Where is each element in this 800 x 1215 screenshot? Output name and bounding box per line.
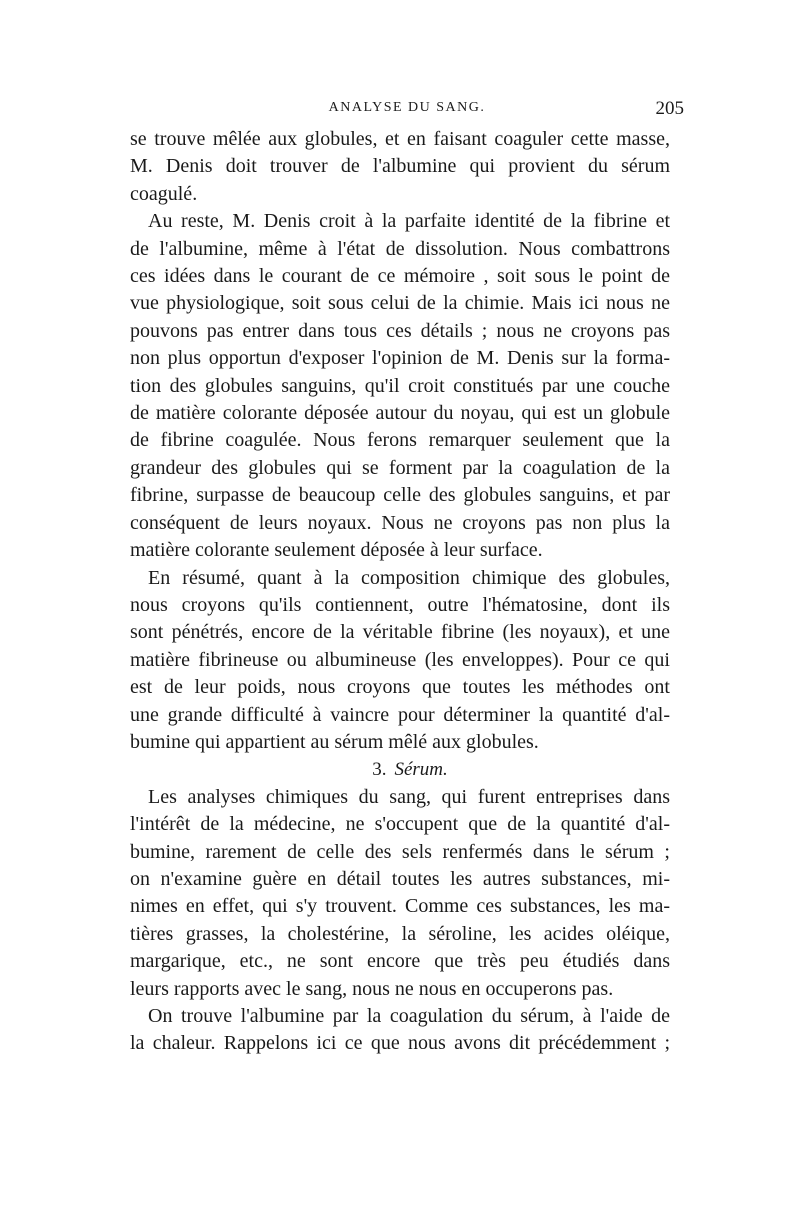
text-line: pouvons pas entrer dans tous ces détails ; nous ne croyons pas — [130, 319, 670, 342]
paragraph — [130, 126, 670, 208]
text-line: matière colorante seulement déposée à leur surface. — [130, 539, 543, 562]
body-text — [130, 126, 670, 1058]
text-line: de l'albumine, même à l'état de dissolution. Nous combattrons — [130, 237, 670, 260]
section-heading — [130, 756, 670, 783]
text-line: vue physiologique, soit sous celui de la chimie. Mais ici nous ne — [130, 292, 670, 315]
text-line: fibrine, surpasse de beaucoup celle des globules sanguins, et par — [130, 484, 670, 507]
text-line: on n'examine guère en détail toutes les autres substances, mi- — [130, 867, 670, 890]
text-line: une grande difficulté à vaincre pour déterminer la quantité d'al- — [130, 703, 670, 726]
paragraph — [130, 1003, 670, 1058]
text-line: nimes en effet, qui s'y trouvent. Comme ces substances, les ma- — [130, 895, 670, 918]
text-line: est de leur poids, nous croyons que toutes les méthodes ont — [130, 676, 670, 699]
text-line: M. Denis doit trouver de l'albumine qui provient du sérum — [130, 155, 670, 178]
page-header — [130, 98, 684, 122]
text-line: sont pénétrés, encore de la véritable fibrine (les noyaux), et une — [130, 621, 670, 644]
page-number: 205 — [655, 98, 684, 119]
text-line: conséquent de leurs noyaux. Nous ne croyons pas non plus la — [130, 511, 670, 534]
text-line: Les analyses chimiques du sang, qui furent entreprises dans — [148, 785, 670, 808]
running-title: ANALYSE DU SANG. — [328, 100, 486, 115]
text-line: tion des globules sanguins, qu'il croit constitués par une couche — [130, 374, 670, 397]
section-title: Sérum. — [394, 759, 448, 781]
text-line: tières grasses, la cholestérine, la séroline, les acides oléique, — [130, 922, 670, 945]
text-line: margarique, etc., ne sont encore que très peu étudiés dans — [130, 950, 670, 973]
text-line: leurs rapports avec le sang, nous ne nous en occuperons pas. — [130, 977, 614, 1000]
text-line: non plus opportun d'exposer l'opinion de M. Denis sur la forma- — [130, 347, 670, 370]
text-line: coagulé. — [130, 182, 198, 205]
text-line: Au reste, M. Denis croit à la parfaite identité de la fibrine et — [148, 210, 670, 233]
paragraph — [130, 565, 670, 757]
text-line: se trouve mêlée aux globules, et en faisant coaguler cette masse, — [130, 128, 670, 150]
text-line: En résumé, quant à la composition chimique des globules, — [148, 566, 670, 589]
text-line: nous croyons qu'ils contiennent, outre l'hématosine, dont ils — [130, 593, 670, 616]
paragraph — [130, 208, 670, 564]
paragraph — [130, 784, 670, 1003]
section-number: 3. — [372, 759, 387, 781]
text-line: On trouve l'albumine par la coagulation du sérum, à l'aide de — [148, 1005, 670, 1027]
text-line: matière fibrineuse ou albumineuse (les enveloppes). Pour ce qui — [130, 648, 670, 671]
text-line: l'intérêt de la médecine, ne s'occupent que de la quantité d'al- — [130, 813, 670, 836]
text-line: la chaleur. Rappelons ici ce que nous avons dit précédemment ; — [130, 1032, 670, 1055]
text-line: ces idées dans le courant de ce mémoire , soit sous le point de — [130, 265, 670, 288]
text-line: de fibrine coagulée. Nous ferons remarquer seulement que la — [130, 429, 670, 452]
text-line: de matière colorante déposée autour du noyau, qui est un globule — [130, 402, 670, 425]
text-line: grandeur des globules qui se forment par la coagulation de la — [130, 456, 670, 479]
text-line: bumine qui appartient au sérum mêlé aux globules. — [130, 730, 539, 753]
text-line: bumine, rarement de celle des sels renfermés dans le sérum ; — [130, 840, 670, 863]
